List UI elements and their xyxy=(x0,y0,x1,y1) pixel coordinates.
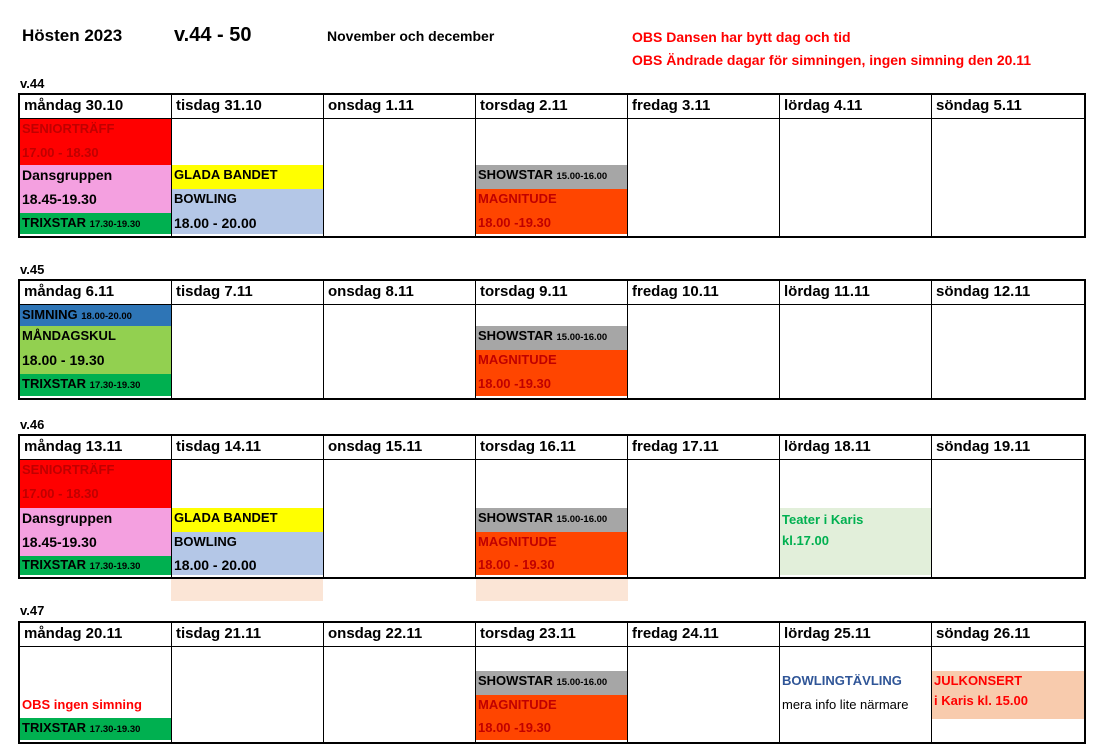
day-header: tisdag 7.11 xyxy=(172,281,324,305)
event-teater-time: kl.17.00 xyxy=(782,533,829,548)
event-teater-title: Teater i Karis xyxy=(782,512,864,527)
day-header: söndag 26.11 xyxy=(932,623,1084,647)
day-header: tisdag 14.11 xyxy=(172,436,324,460)
event-time: 18.45-19.30 xyxy=(20,189,171,213)
day-header: söndag 19.11 xyxy=(932,436,1084,460)
event-trixstar: TRIXSTAR 17.30-19.30 xyxy=(20,718,171,740)
day-cell-sunday xyxy=(932,305,1084,398)
day-header: fredag 3.11 xyxy=(628,95,780,119)
event-julkonsert-time: i Karis kl. 15.00 xyxy=(934,693,1028,708)
day-header: söndag 12.11 xyxy=(932,281,1084,305)
day-header: tisdag 21.11 xyxy=(172,623,324,647)
event-time: 18.00 - 19.30 xyxy=(20,350,171,374)
day-cell-tuesday xyxy=(172,460,324,577)
week-grid-44 xyxy=(18,93,1086,238)
day-header: torsdag 9.11 xyxy=(476,281,628,305)
day-header: torsdag 2.11 xyxy=(476,95,628,119)
day-cell-saturday xyxy=(780,460,932,577)
day-cell-saturday xyxy=(780,119,932,236)
day-cell-monday xyxy=(20,119,172,236)
day-header: lördag 18.11 xyxy=(780,436,932,460)
event-no-swimming: OBS ingen simning xyxy=(22,697,142,712)
event-time: 17.00 - 18.30 xyxy=(20,484,171,508)
event-dansgruppen: Dansgruppen xyxy=(20,508,171,532)
day-header: fredag 24.11 xyxy=(628,623,780,647)
event-time: 18.00 - 20.00 xyxy=(172,556,323,575)
day-header: söndag 5.11 xyxy=(932,95,1084,119)
day-header: onsdag 15.11 xyxy=(324,436,476,460)
event-showstar: SHOWSTAR 15.00-16.00 xyxy=(476,165,627,189)
event-time: 18.45-19.30 xyxy=(20,532,171,556)
day-header: måndag 20.11 xyxy=(20,623,172,647)
event-showstar: SHOWSTAR 15.00-16.00 xyxy=(476,671,627,695)
event-magnitude: MAGNITUDE xyxy=(476,350,627,374)
event-time: 18.00 -19.30 xyxy=(476,718,627,740)
event-glada-bandet: GLADA BANDET xyxy=(172,508,323,532)
event-magnitude: MAGNITUDE xyxy=(476,532,627,556)
event-teater xyxy=(780,508,931,575)
event-trixstar: TRIXSTAR 17.30-19.30 xyxy=(20,374,171,396)
week-label: v.47 xyxy=(20,603,45,618)
event-simning: SIMNING 18.00-20.00 xyxy=(20,305,171,326)
day-header: fredag 10.11 xyxy=(628,281,780,305)
day-cell-friday xyxy=(628,119,780,236)
notice-swimming: OBS Ändrade dagar för simningen, ingen simning den 20.11 xyxy=(632,52,1032,68)
event-showstar: SHOWSTAR 15.00-16.00 xyxy=(476,326,627,350)
day-header: fredag 17.11 xyxy=(628,436,780,460)
event-julkonsert xyxy=(932,671,1084,719)
day-header: måndag 6.11 xyxy=(20,281,172,305)
event-trixstar: TRIXSTAR 17.30-19.30 xyxy=(20,556,171,575)
day-cell-tuesday xyxy=(172,305,324,398)
event-time: 18.00 - 19.30 xyxy=(476,556,627,575)
day-cell-friday xyxy=(628,647,780,742)
event-glada-bandet: GLADA BANDET xyxy=(172,165,323,189)
event-bowling: BOWLING xyxy=(172,532,323,556)
season-title: Hösten 2023 xyxy=(22,26,123,45)
event-time: 18.00 -19.30 xyxy=(476,213,627,234)
day-cell-thursday xyxy=(476,305,628,398)
day-header: lördag 25.11 xyxy=(780,623,932,647)
event-seniortraff: SENIORTRÄFF xyxy=(20,119,171,143)
week-grid-45 xyxy=(18,279,1086,400)
day-cell-sunday xyxy=(932,460,1084,577)
months-subtitle: November och december xyxy=(327,28,495,44)
day-cell-sunday xyxy=(932,119,1084,236)
empty-highlight xyxy=(171,579,323,601)
weeks-range: v.44 - 50 xyxy=(174,24,252,46)
event-seniortraff: SENIORTRÄFF xyxy=(20,460,171,484)
event-time: 18.00 - 20.00 xyxy=(172,213,323,234)
day-cell-monday xyxy=(20,305,172,398)
day-header: måndag 30.10 xyxy=(20,95,172,119)
day-cell-wednesday xyxy=(324,119,476,236)
event-trixstar: TRIXSTAR 17.30-19.30 xyxy=(20,213,171,234)
day-cell-wednesday xyxy=(324,647,476,742)
event-more-info: mera info lite närmare xyxy=(782,697,909,712)
event-bowling: BOWLING xyxy=(172,189,323,213)
day-header: torsdag 23.11 xyxy=(476,623,628,647)
event-magnitude: MAGNITUDE xyxy=(476,695,627,718)
event-time: 17.00 - 18.30 xyxy=(20,143,171,165)
day-cell-tuesday xyxy=(172,647,324,742)
day-cell-friday xyxy=(628,305,780,398)
day-header: torsdag 16.11 xyxy=(476,436,628,460)
day-header: onsdag 22.11 xyxy=(324,623,476,647)
day-cell-sunday xyxy=(932,647,1084,742)
day-cell-monday xyxy=(20,460,172,577)
day-cell-wednesday xyxy=(324,305,476,398)
week-label: v.45 xyxy=(20,262,45,277)
day-cell-tuesday xyxy=(172,119,324,236)
day-cell-thursday xyxy=(476,647,628,742)
day-cell-friday xyxy=(628,460,780,577)
day-header: lördag 11.11 xyxy=(780,281,932,305)
event-time: 18.00 -19.30 xyxy=(476,374,627,396)
event-bowlingtavling: BOWLINGTÄVLING xyxy=(782,673,902,688)
event-julkonsert-title: JULKONSERT xyxy=(934,673,1023,688)
day-cell-thursday xyxy=(476,119,628,236)
day-header: lördag 4.11 xyxy=(780,95,932,119)
event-dansgruppen: Dansgruppen xyxy=(20,165,171,189)
day-cell-wednesday xyxy=(324,460,476,577)
week-grid-47 xyxy=(18,621,1086,744)
event-mandagskul: MÅNDAGSKUL xyxy=(20,326,171,350)
event-magnitude: MAGNITUDE xyxy=(476,189,627,213)
day-header: måndag 13.11 xyxy=(20,436,172,460)
week-label: v.44 xyxy=(20,76,45,91)
day-header: onsdag 1.11 xyxy=(324,95,476,119)
event-showstar: SHOWSTAR 15.00-16.00 xyxy=(476,508,627,532)
empty-highlight xyxy=(476,579,628,601)
day-header: onsdag 8.11 xyxy=(324,281,476,305)
day-header: tisdag 31.10 xyxy=(172,95,324,119)
day-cell-saturday xyxy=(780,305,932,398)
week-label: v.46 xyxy=(20,417,45,432)
notice-dance: OBS Dansen har bytt dag och tid xyxy=(632,29,851,45)
week-grid-46 xyxy=(18,434,1086,579)
day-cell-thursday xyxy=(476,460,628,577)
day-cell-monday xyxy=(20,647,172,742)
day-cell-saturday xyxy=(780,647,932,742)
